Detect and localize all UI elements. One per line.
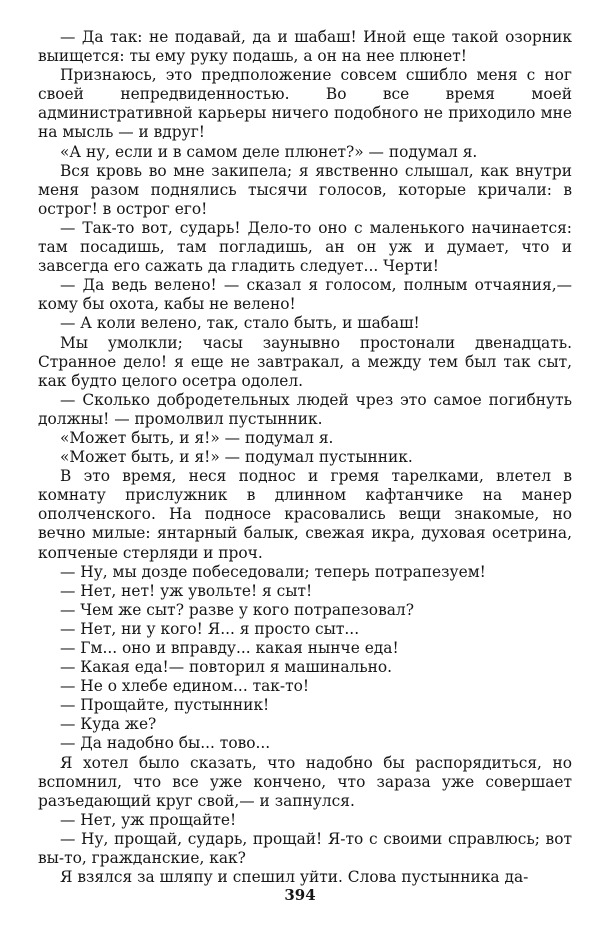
- paragraph: «Может быть, и я!» — подумал пустынник.: [60, 448, 413, 467]
- paragraph: — Сколько добродетельных людей чрез это самое погибнуть должны! — промолвил пустынник.: [38, 390, 572, 428]
- paragraph: — Так-то вот, сударь! Дело-то оно с маленького начинается: там посадишь, там погладишь, ан он уж и думает, что и завсегда его сажать да гладить следует... Черти!: [38, 218, 572, 276]
- paragraph: — Да ведь велено! — сказал я голосом, полным отчаяния,— кому бы охота, кабы не велено!: [38, 276, 572, 314]
- paragraph: — Прощайте, пустынник!: [60, 696, 270, 715]
- paragraph: — А коли велено, так, стало быть, и шабаш!: [60, 314, 420, 333]
- paragraph: — Куда же?: [60, 715, 157, 734]
- paragraph: «А ну, если и в самом деле плюнет?» — подумал я.: [60, 142, 478, 161]
- paragraph: — Нет, нет! уж увольте! я сыт!: [60, 581, 313, 600]
- paragraph: — Да так: не подавай, да и шабаш! Иной еще такой озорник выищется: ты ему руку подашь, а он на нее плюнет!: [38, 28, 572, 66]
- page-text: [38, 28, 572, 887]
- page-number: 394: [284, 886, 316, 904]
- paragraph: — Не о хлебе едином... так-то!: [60, 677, 310, 696]
- paragraph: — Ну, мы дозде побеседовали; теперь потрапезуем!: [60, 562, 486, 581]
- paragraph: — Нет, ни у кого! Я... я просто сыт...: [60, 619, 360, 638]
- paragraph: «Может быть, и я!» — подумал я.: [60, 428, 334, 447]
- paragraph: — Какая еда!— повторил я машинально.: [60, 658, 393, 677]
- paragraph: Я хотел было сказать, что надобно бы распорядиться, но вспомнил, что все уже кончено, что зараза уже совершает разъедающий круг свой,— и запнулся.: [38, 753, 572, 810]
- paragraph: Вся кровь во мне закипела; я явственно слышал, как внутри меня разом поднялись тысячи голосов, которые кричали: в острог! в острог его!: [38, 161, 572, 218]
- paragraph: — Гм... оно и вправду... какая нынче еда!: [60, 639, 399, 657]
- paragraph: — Да надобно бы... тово...: [60, 734, 271, 753]
- paragraph: — Ну, прощай, сударь, прощай! Я-то с своими справлюсь; вот вы-то, гражданские, как?: [38, 829, 572, 868]
- paragraph: Мы умолкли; часы заунывно простонали двенадцать. Странное дело! я еще не завтракал, а между тем был так сыт, как будто целого осетра одолел.: [38, 333, 572, 390]
- paragraph: Я взялся за шляпу и спешил уйти. Слова пустынника да-: [60, 868, 529, 887]
- paragraph: Признаюсь, это предположение совсем сшибло меня с ног своей непредвиденностью. Во все время моей административной карьеры ничего подобного не приходило мне на мысль — и вдруг!: [38, 66, 572, 142]
- paragraph: В это время, неся поднос и гремя тарелками, влетел в комнату прислужник в длинном кафтанчике на манер ополченского. На подносе красовались вещи знакомые, но вечно милые: янтарный балык, свежая икра, духовая осетрина, копченые стерляди и проч.: [38, 467, 572, 562]
- paragraph: — Чем же сыт? разве у кого потрапезовал?: [60, 600, 414, 619]
- paragraph: — Нет, уж прощайте!: [60, 810, 237, 829]
